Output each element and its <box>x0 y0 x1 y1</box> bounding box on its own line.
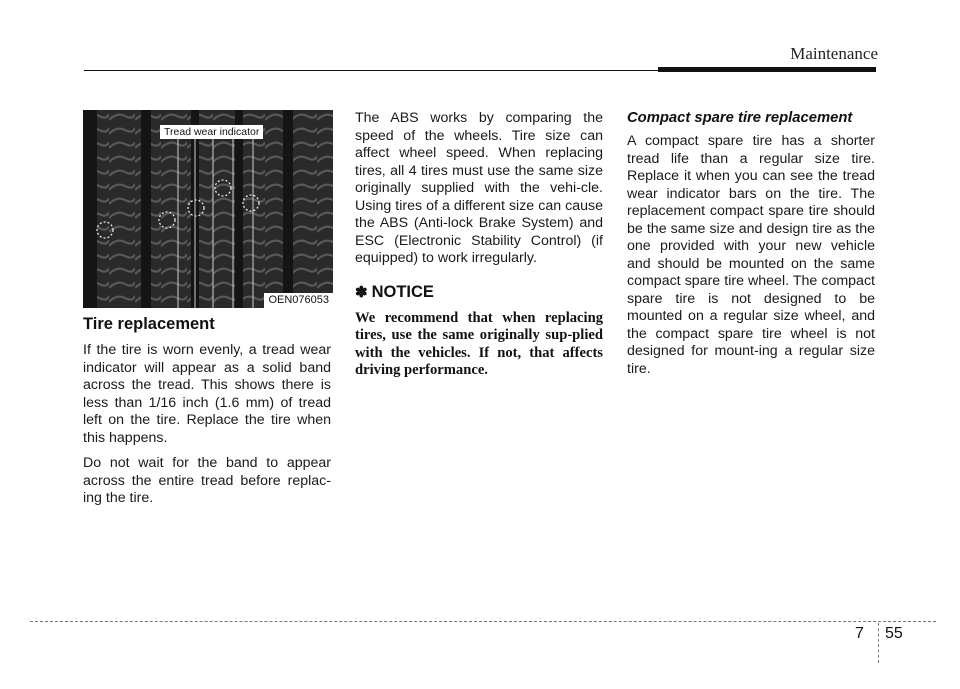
running-header: Maintenance <box>790 44 878 63</box>
figure-callout-label: Tread wear indicator <box>160 125 263 139</box>
paragraph: If the tire is worn evenly, a tread wear indicator will appear as a solid band across the tread. This shows there is less than 1/16 inch (1.6 mm) of tread left on the tire. Replace the tire when this happens. <box>83 342 331 446</box>
header-rule-bar <box>658 67 876 72</box>
notice-title: NOTICE <box>371 282 434 301</box>
paragraph: A compact spare tire has a shorter tread life than a regular size tire. Replace it when you can see the tread wear indicator bars on the tire. The replacement compact spare tire should be the same size and design tire as the one provided with your new vehicle and should be mounted on the same compact spare tire wheel. The compact spare tire is not designed to be mounted on a regular size wheel, and the compact spare tire wheel is not designed for mount-ing a regular size tire. <box>627 133 875 377</box>
figure-code: OEN076053 <box>264 293 333 308</box>
notice-star-icon: ✽ <box>355 283 368 301</box>
header-rule <box>84 70 658 71</box>
paragraph: Do not wait for the band to appear across the entire tread before replac-ing the tire. <box>83 455 331 506</box>
page-number-divider <box>878 623 879 663</box>
notice-heading <box>355 283 603 302</box>
notice-body: We recommend that when replacing tires, use the same originally sup-plied with the vehicles. If not, that affects driving performance. <box>355 309 603 378</box>
section-heading-tire-replacement: Tire replacement <box>83 315 215 333</box>
paragraph: The ABS works by comparing the speed of the wheels. Tire size can affect wheel speed. When replacing tires, all 4 tires must use the same size originally supplied with the vehi-cle. Using tires of a different size can cause the ABS (Anti-lock Brake System) and ESC (Electronic Stability Control) (if equipped) to work irregularly. <box>355 110 603 266</box>
tire-tread-illustration <box>83 110 333 308</box>
column-left <box>83 110 331 516</box>
footer-rule <box>30 621 936 622</box>
tire-tread-figure <box>83 110 333 308</box>
chapter-number: 7 <box>855 625 864 642</box>
section-heading-compact-spare: Compact spare tire replacement <box>627 110 853 126</box>
column-right <box>627 110 875 386</box>
page-number: 55 <box>885 625 903 642</box>
column-middle <box>355 110 603 380</box>
